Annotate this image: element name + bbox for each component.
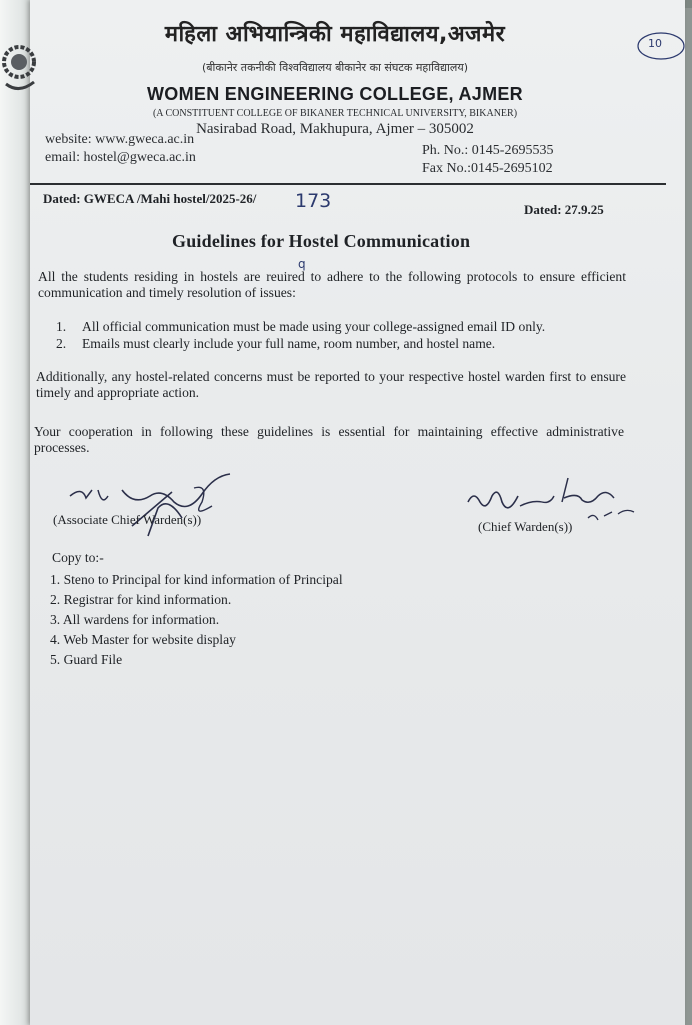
fax-line: Fax No.:0145-2695102 <box>422 161 553 176</box>
letter-date: Dated: 27.9.25 <box>524 202 604 217</box>
list-number: 1. <box>56 319 67 334</box>
copy-to-title: Copy to:- <box>52 550 104 565</box>
intro-paragraph: All the students residing in hostels are reuired to adhere to the following protocols to ensure efficient communication and timely resolution of issues: <box>38 269 626 300</box>
college-affiliation-hindi: (बीकानेर तकनीकी विश्वविद्यालय बीकानेर का संघटक महाविद्यालय) <box>201 61 468 74</box>
associate-warden-signature <box>62 466 242 544</box>
header-divider <box>30 183 666 185</box>
college-name-english: WOMEN ENGINEERING COLLEGE, AJMER <box>147 84 523 104</box>
list-text: All official communication must be made using your college-assigned email ID only. <box>82 319 546 334</box>
list-item: 1. Steno to Principal for kind information of Principal <box>50 572 343 587</box>
list-item: 3. All wardens for information. <box>50 612 220 627</box>
page-number-mark <box>636 31 686 61</box>
website-line: website: www.gweca.ac.in <box>45 132 195 147</box>
additional-paragraph: Additionally, any hostel-related concerns must be reported to your respective hostel warden first to ensure timely and appropriate action. <box>36 369 626 400</box>
reference-number-handwritten: 173 <box>295 190 332 212</box>
phone-line: Ph. No.: 0145-2695535 <box>422 143 554 158</box>
associate-warden-label: (Associate Chief Warden(s)) <box>53 512 202 527</box>
reference-number: Dated: GWECA /Mahi hostel/2025-26/ <box>43 191 257 206</box>
list-item: 5. Guard File <box>50 652 123 667</box>
letter-heading: Guidelines for Hostel Communication <box>172 231 471 251</box>
list-number: 2. <box>56 336 67 351</box>
list-text: Emails must clearly include your full name, room number, and hostel name. <box>82 336 496 351</box>
list-item: 4. Web Master for website display <box>50 632 236 647</box>
handwritten-insertion-mark: q <box>298 257 306 271</box>
college-affiliation-english: (A CONSTITUENT COLLEGE OF BIKANER TECHNICAL UNIVERSITY, BIKANER) <box>152 108 518 119</box>
college-logo-icon <box>2 32 36 102</box>
adjacent-page-edge <box>0 0 34 1025</box>
guideline-list <box>56 319 545 353</box>
email-line: email: hostel@gweca.ac.in <box>45 150 196 165</box>
college-name-hindi: महिला अभियान्त्रिकी महाविद्यालय,अजमेर <box>164 22 506 47</box>
list-item: 2. Registrar for kind information. <box>50 592 232 607</box>
list-item <box>56 319 545 336</box>
college-address: Nasirabad Road, Makhupura, Ajmer – 305002 <box>196 121 474 137</box>
closing-paragraph: Your cooperation in following these guidelines is essential for maintaining effective administrative processes. <box>34 424 624 455</box>
copy-to-list <box>50 572 343 672</box>
page-number: 10 <box>648 37 662 50</box>
list-item <box>56 336 545 353</box>
chief-warden-label: (Chief Warden(s)) <box>478 519 573 534</box>
